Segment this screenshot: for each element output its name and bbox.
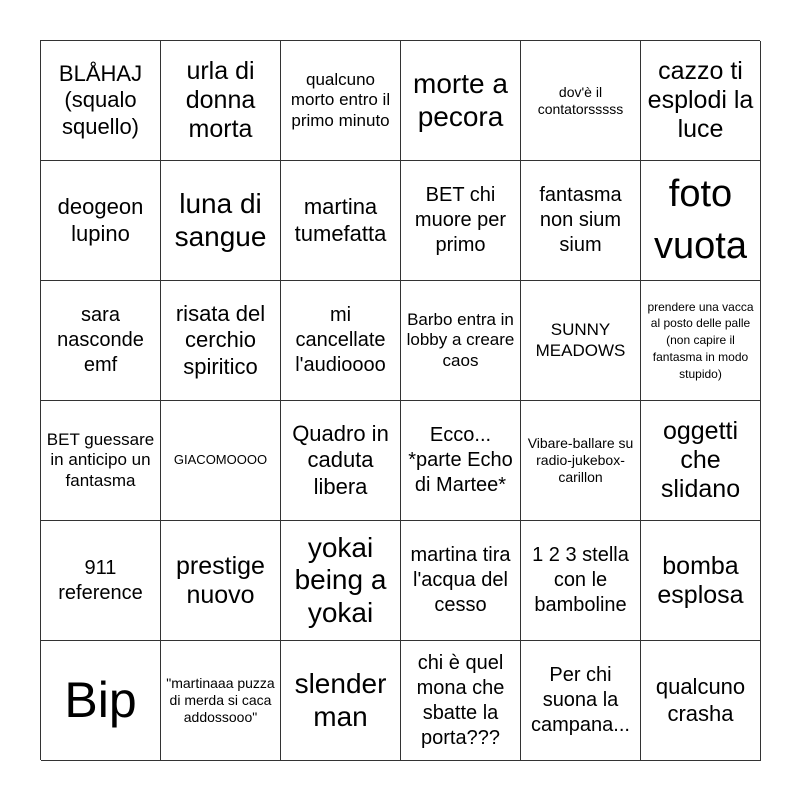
bingo-cell[interactable]: Per chi suona la campana... [521, 641, 641, 761]
bingo-cell[interactable]: morte a pecora [401, 41, 521, 161]
bingo-cell[interactable]: yokai being a yokai [281, 521, 401, 641]
bingo-cell[interactable]: qualcuno morto entro il primo minuto [281, 41, 401, 161]
bingo-cell[interactable]: foto vuota [641, 161, 761, 281]
bingo-cell[interactable]: BLÅHAJ (squalo squello) [41, 41, 161, 161]
bingo-cell[interactable]: deogeon lupino [41, 161, 161, 281]
bingo-cell[interactable]: Bip [41, 641, 161, 761]
bingo-cell[interactable]: fantasma non sium sium [521, 161, 641, 281]
bingo-board [40, 40, 760, 760]
bingo-cell[interactable]: mi cancellate l'audioooo [281, 281, 401, 401]
bingo-cell[interactable]: slender man [281, 641, 401, 761]
bingo-cell[interactable]: luna di sangue [161, 161, 281, 281]
bingo-cell[interactable]: prestige nuovo [161, 521, 281, 641]
bingo-cell[interactable]: SUNNY MEADOWS [521, 281, 641, 401]
bingo-cell[interactable]: martina tira l'acqua del cesso [401, 521, 521, 641]
bingo-cell[interactable]: chi è quel mona che sbatte la porta??? [401, 641, 521, 761]
bingo-cell[interactable]: GIACOMOOOO [161, 401, 281, 521]
bingo-cell[interactable]: "martinaaa puzza di merda si caca addossooo" [161, 641, 281, 761]
bingo-cell[interactable]: cazzo ti esplodi la luce [641, 41, 761, 161]
bingo-cell[interactable]: Vibare-ballare su radio-jukebox-carillon [521, 401, 641, 521]
bingo-cell[interactable]: 911 reference [41, 521, 161, 641]
bingo-cell[interactable]: oggetti che slidano [641, 401, 761, 521]
bingo-cell[interactable]: bomba esplosa [641, 521, 761, 641]
bingo-cell[interactable]: Ecco... *parte Echo di Martee* [401, 401, 521, 521]
bingo-cell[interactable]: martina tumefatta [281, 161, 401, 281]
bingo-cell[interactable]: prendere una vacca al posto delle palle (non capire il fantasma in modo stupido) [641, 281, 761, 401]
bingo-cell[interactable]: Quadro in caduta libera [281, 401, 401, 521]
bingo-cell[interactable]: risata del cerchio spiritico [161, 281, 281, 401]
bingo-cell[interactable]: 1 2 3 stella con le bamboline [521, 521, 641, 641]
bingo-cell[interactable]: qualcuno crasha [641, 641, 761, 761]
bingo-cell[interactable]: BET guessare in anticipo un fantasma [41, 401, 161, 521]
bingo-cell[interactable]: urla di donna morta [161, 41, 281, 161]
bingo-cell[interactable]: sara nasconde emf [41, 281, 161, 401]
bingo-cell[interactable]: BET chi muore per primo [401, 161, 521, 281]
bingo-cell[interactable]: dov'è il contatorsssss [521, 41, 641, 161]
bingo-cell[interactable]: Barbo entra in lobby a creare caos [401, 281, 521, 401]
